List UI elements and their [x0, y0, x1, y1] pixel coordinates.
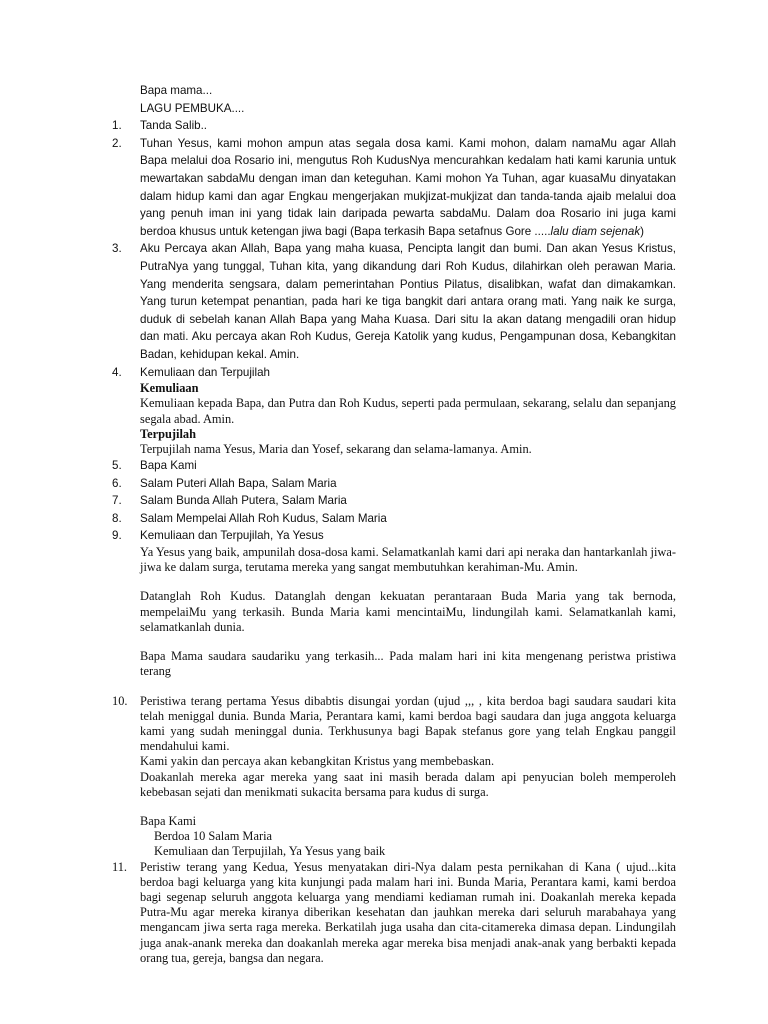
item-10-paragraph-2: Kami yakin dan percaya akan kebangkitan Kristus yang membebaskan.: [140, 754, 495, 769]
paragraph-gap: [112, 635, 676, 649]
list-item-3: [112, 240, 676, 363]
item-text: Salam Bunda Allah Putera, Salam Maria: [140, 494, 347, 508]
list-item-6: [112, 475, 676, 493]
item-number: 5.: [112, 459, 122, 473]
bullet-item-salam-maria: [112, 829, 676, 844]
item-number: 10.: [112, 693, 128, 708]
bullet-text: Berdoa 10 Salam Maria: [154, 829, 273, 844]
prayer-datanglah-roh-kudus: Datanglah Roh Kudus. Datanglah dengan kekuatan perantaraan Buda Maria yang tak bernoda, mempelaiMu yang terkasih. Bunda Maria kami mencintaiMu, lindungilah kami. Selamatkanlah kami, selamatkanlah dunia.: [140, 589, 676, 634]
paragraph-gap: [112, 800, 676, 814]
item-number: 8.: [112, 511, 122, 525]
paragraph-gap: [112, 575, 676, 589]
item-number: 6.: [112, 476, 122, 490]
intro-line-bapa-mama: Bapa mama...: [140, 84, 213, 97]
item-10-paragraph-3: Doakanlah mereka agar mereka yang saat ini masih berada dalam api penyucian boleh memperoleh kebebasan sejati dan menikmati sukacita bersama para kudus di surga.: [140, 769, 676, 799]
item-text: Kemuliaan dan Terpujilah, Ya Yesus: [140, 529, 324, 543]
item-text: Aku Percaya akan Allah, Bapa yang maha kuasa, Pencipta langit dan bumi. Dan akan Yesus Kristus, PutraNya yang tunggal, Tuhan kita, yang dikandung dari Roh Kudus, dilahirkan oleh perawan Maria. Yang menderita sengsara, dalam pemerintahan Pontius Pilatus, disalibkan, wafat dan dimakamkan. Yang turun ketempat penantian, pada hari ke tiga bangkit dari antara orang mati. Yang naik ke surga, duduk di sebelah kanan Allah Bapa yang Maha Kuasa. Dari situ Ia akan datang mengadili oran hidup dan mati. Aku percaya akan Roh Kudus, Gereja Katolik yang kudus, Pengampunan dosa, Kebangkitan Badan, kehidupan kekal. Amin.: [140, 242, 676, 361]
list-item-5: [112, 457, 676, 475]
intro-line-lagu-pembuka: LAGU PEMBUKA....: [140, 101, 245, 115]
terpujilah-text: Terpujilah nama Yesus, Maria dan Yosef, sekarang dan selama-lamanya. Amin.: [140, 441, 532, 456]
list-item-11: [112, 860, 676, 966]
paragraph-gap: [112, 680, 676, 694]
bullet-text: Kemuliaan dan Terpujilah, Ya Yesus yang baik: [154, 844, 386, 859]
item-text: Tanda Salib..: [140, 119, 208, 133]
item-text-end: ): [640, 224, 645, 238]
list-item-1: [112, 117, 676, 135]
list-item-10: [112, 694, 676, 800]
item-number: 9.: [112, 529, 122, 543]
item-text: Bapa Kami: [140, 459, 197, 473]
terpujilah-heading: Terpujilah: [140, 426, 197, 441]
item-number: 7.: [112, 494, 122, 508]
item-number: 2.: [112, 136, 122, 150]
item-text: Kemuliaan dan Terpujilah: [140, 365, 270, 379]
list-item-7: [112, 492, 676, 510]
prayer-ya-yesus: Ya Yesus yang baik, ampunilah dosa-dosa kami. Selamatkanlah kami dari api neraka dan hantarkanlah jiwa-jiwa ke dalam surga, terutama mereka yang sangat membutuhkan kerahiman-Mu. Amin.: [140, 545, 676, 575]
list-item-2: [112, 135, 676, 241]
item-number: 4.: [112, 365, 122, 379]
item-number: 11.: [112, 859, 128, 874]
kemuliaan-heading: Kemuliaan: [140, 381, 199, 396]
item-text: Salam Mempelai Allah Roh Kudus, Salam Maria: [140, 511, 387, 525]
missing-glyph-icon: [140, 844, 154, 859]
item-text-italic: lalu diam sejenak: [550, 224, 641, 238]
bullet-item-kemuliaan: [112, 844, 676, 859]
item-text: Tuhan Yesus, kami mohon ampun atas segala dosa kami. Kami mohon, dalam namaMu agar Allah Bapa melalui doa Rosario ini, mengutus Roh KudusNya mencurahkan kedalam hati kami karunia untuk mewartakan sabdaMu dengan iman dan keteguhan. Kami mohon Ya Tuhan, agar kuasaMu dinyatakan dalam hidup kami dan agar Engkau mengerjakan mukjizat-mukjizat dan tanda-tanda ajaib melalui doa yang penuh iman ini yang tidak lain daripada pewarta sabdaMu. Dalam doa Rosario ini juga kami berdoa khusus untuk ketengan jiwa bagi (Bapa terkasih Bapa setafnus Gore .....: [140, 136, 676, 238]
item-text: Salam Puteri Allah Bapa, Salam Maria: [140, 476, 337, 490]
list-item-8: [112, 510, 676, 528]
item-10-paragraph-1: Peristiwa terang pertama Yesus dibabtis disungai yordan (ujud ,,, , kita berdoa bagi saudara saudari kita telah meniggal dunia. Bunda Maria, Perantara kami, kami berdoa bagi saudara dan juga anggota keluarga kami yang sudah meninggal dunia. Terkhusunya bagi Bapak stefanus gore yang telah Engkau panggil mendahului kami.: [140, 693, 676, 754]
missing-glyph-icon: [140, 829, 154, 844]
item-number: 3.: [112, 242, 122, 256]
item-number: 1.: [112, 119, 122, 133]
kemuliaan-text: Kemuliaan kepada Bapa, dan Putra dan Roh Kudus, seperti pada permulaan, sekarang, selalu dan sepanjang segala abad. Amin.: [140, 396, 676, 426]
bapa-kami-line: Bapa Kami: [140, 813, 197, 828]
announcement-peristiwa-terang: Bapa Mama saudara saudariku yang terkasih... Pada malam hari ini kita mengenang peristwa pristiwa terang: [140, 649, 676, 679]
item-text-wrap: [140, 135, 676, 241]
item-body: [140, 694, 676, 800]
list-item-4: [112, 364, 676, 382]
list-item-9: [112, 527, 676, 545]
item-text: Peristiw terang yang Kedua, Yesus menyatakan diri-Nya dalam pesta pernikahan di Kana ( ujud...kita berdoa bagi keluarga yang kita kunjungi pada malam hari ini. Bunda Maria, Perantara kami, kami berdoa bagi segenap seluruh anggota keluarga yang mendiami kediaman rumah ini. Doakanlah mereka kepada Putra-Mu agar mereka kiranya diberikan kesehatan dan jauhkan mereka dari seluruh marabahaya yang mengancam jiwa serta raga mereka. Berkatilah juga usaha dan cita-citamereka dimasa depan. Lindungilah juga anak-anank mereka dan doakanlah mereka agar mereka bisa menjadi anak-anak yang berbakti kepada orang tua, gereja, bangsa dan negara.: [140, 859, 676, 965]
